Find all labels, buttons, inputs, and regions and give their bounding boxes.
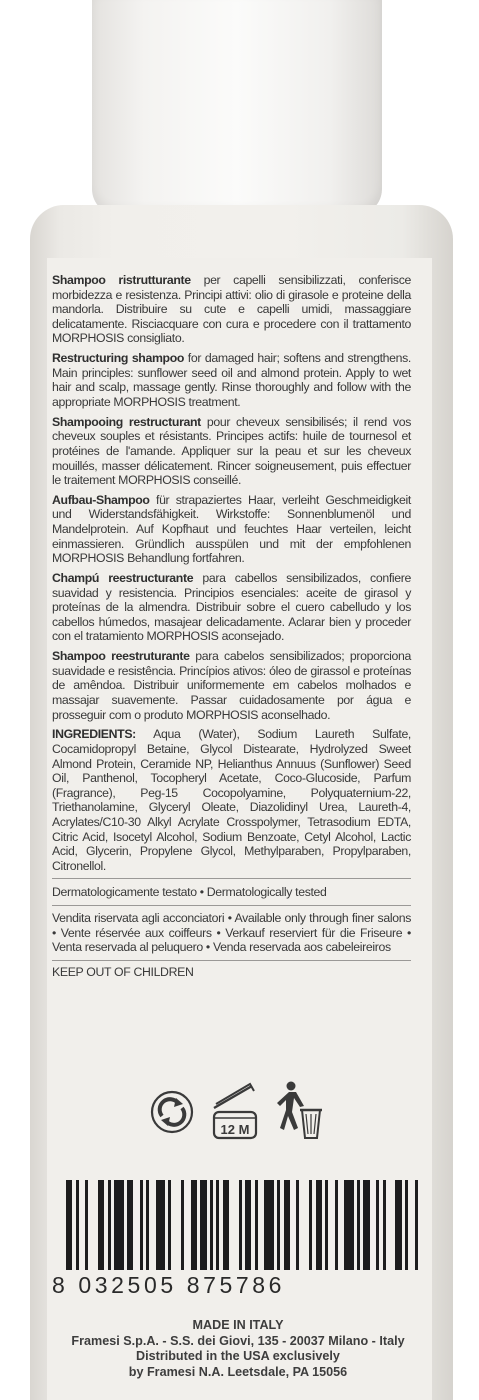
barcode-bar: [357, 1180, 360, 1270]
barcode-bar: [181, 1180, 184, 1270]
barcode-bar: [98, 1180, 104, 1270]
barcode-bar: [146, 1180, 149, 1270]
company: Framesi S.p.A. - S.S. dei Giovi, 135 - 20037 Milano - Italy: [71, 1333, 405, 1348]
barcode-bar: [335, 1180, 338, 1270]
barcode-bar: [168, 1180, 171, 1270]
section-body: para cabellos sensibilizados, confiere suavidad y resistencia. Principios esenciales: aceite de girasol y proteínas de la almendra. Distribuir sobre el cuero cabelludo y los cabellos húmedos, masajear delicadamente. Aclarar bien y proceder con el tratamiento MORPHOSIS aconsejado.: [52, 571, 411, 644]
barcode-bar: [415, 1180, 418, 1270]
ingredients: [52, 727, 411, 873]
barcode-bar: [245, 1180, 251, 1270]
barcode-bar: [223, 1180, 229, 1270]
bottle-cap: [92, 0, 382, 215]
barcode-bar: [309, 1180, 312, 1270]
divider: [52, 905, 411, 906]
barcode-bar: [156, 1180, 166, 1270]
label-text: [52, 273, 411, 980]
divider: [52, 960, 411, 961]
section-fr: [52, 415, 411, 488]
distributor: Distributed in the USA exclusively: [136, 1349, 340, 1363]
recycle-icon: [150, 1090, 194, 1134]
section-title: Shampoo reestruturante: [52, 649, 190, 664]
barcode-bar: [405, 1180, 408, 1270]
section-body: für strapaziertes Haar, verleiht Geschmeidigkeit und Widerstandsfähigkeit. Wirkstoffe: Sonnenblumenöl und Mandelprotein. Auf Kopfhaut und feuchtes Haar verteilen, leicht einmassieren. Gründlich ausspülen und mit der empfohlenen MORPHOSIS Behandlung fortfahren.: [52, 492, 411, 566]
symbol-row: [150, 1080, 330, 1160]
barcode-bar: [127, 1180, 133, 1270]
barcode-bar: [395, 1180, 401, 1270]
barcode-bar: [383, 1180, 386, 1270]
section-title: Shampoo ristrutturante: [52, 273, 191, 287]
section-es: [52, 571, 411, 644]
barcode-bar: [140, 1180, 143, 1270]
barcode-bar: [200, 1180, 206, 1270]
barcode-bar: [264, 1180, 274, 1270]
barcode-bar: [210, 1180, 213, 1270]
section-title: Restructuring shampoo: [52, 351, 185, 366]
section-body: for damaged hair; softens and strengthens. Main principles: sunflower seed oil and almond protein. Apply to wet hair and scalp, massage gently. Rinse thoroughly and follow with the appropriate MORPHOSIS treatment.: [52, 351, 411, 409]
barcode-bar: [344, 1180, 354, 1270]
barcode-bar: [216, 1180, 219, 1270]
divider: [52, 878, 411, 879]
barcode-bar: [85, 1180, 88, 1270]
barcode-digits: 8 032505 875786: [52, 1272, 286, 1298]
barcode-bar: [284, 1180, 290, 1270]
barcode-bar: [66, 1180, 72, 1270]
barcode-bar: [191, 1180, 197, 1270]
pao-label: 12 M: [220, 1122, 250, 1137]
barcode-bar: [316, 1180, 322, 1270]
warning-text: KEEP OUT OF CHILDREN: [52, 965, 194, 980]
distributor-address: by Framesi N.A. Leetsdale, PA 15056: [128, 1364, 348, 1379]
barcode-bar: [114, 1180, 124, 1270]
barcode-bar: [376, 1180, 379, 1270]
section-body: para cabelos sensibilizados; proporciona suavidade e resistência. Princípios ativos: óleo de girassol e proteínas de amêndoa. Distribuir uniformemente em cabelos molhados e massajar suavemente. Passar cuidadosamente por água e prosseguir com o produto MORPHOSIS aconselhado.: [52, 649, 411, 722]
barcode: [52, 1180, 424, 1305]
ingredients-title: INGREDIENTS:: [52, 727, 136, 742]
waste-bin-person-icon: [274, 1080, 324, 1142]
section-it: [52, 273, 411, 346]
manufacturer-info: [52, 1318, 424, 1380]
open-jar-pao-icon: [208, 1080, 262, 1142]
barcode-bar: [277, 1180, 280, 1270]
barcode-bars: [66, 1180, 421, 1270]
barcode-bar: [108, 1180, 111, 1270]
barcode-bar: [255, 1180, 258, 1270]
barcode-bar: [325, 1180, 328, 1270]
barcode-bar: [239, 1180, 242, 1270]
section-body: per capelli sensibilizzati, conferisce morbidezza e resistenza. Principi attivi: olio di girasole e proteine della mandorla. Distribuire su cute e capelli umidi, massaggiare delicatamente. Risciacquare con cura e procedere con il trattamento MORPHOSIS consigliato.: [52, 273, 411, 346]
section-title: Champú reestructurante: [52, 571, 194, 586]
section-body: pour cheveux sensibilisés; il rend vos cheveux souples et résistants. Principes actifs: huile de tournesol et protéines de l'amande. Appliquer sur la peau et sur les cheveux mouillés, masser délicatement. Rincer soigneusement, puis effectuer le traitement MORPHOSIS conseillé.: [52, 414, 411, 488]
section-title: Aufbau-Shampoo: [52, 492, 150, 507]
section-de: [52, 493, 411, 566]
ingredients-list: Aqua (Water), Sodium Laureth Sulfate, Cocamidopropyl Betaine, Glycol Distearate, Hydrolyzed Sweet Almond Protein, Ceramide NP, Helianthus Annuus (Sunflower) Seed Oil, Panthenol, Tocopheryl Acetate, Coco-Glucoside, Parfum (Fragrance), Peg-15 Cocopolyamine, Polyquaternium-22, Triethanolamine, Glyceryl Oleate, Diazolidinyl Urea, Laureth-4, Acrylates/C10-30 Alkyl Acrylate Crosspolymer, Tetrasodium EDTA, Citric Acid, Isocetyl Alcohol, Sodium Benzoate, Cetyl Alcohol, Lactic Acid, Glycerin, Propylene Glycol, Methylparaben, Propylparaben, Citronellol.: [52, 727, 411, 873]
barcode-bar: [76, 1180, 79, 1270]
barcode-bar: [363, 1180, 369, 1270]
salon-notice: Vendita riservata agli acconciatori • Available only through finer salons • Vente réservée aux coiffeurs • Verkauf reserviert für die Friseure • Venta reservada al peluquero • Venda reservada aos cabeleireiros: [52, 911, 411, 955]
barcode-bar: [296, 1180, 299, 1270]
section-en: [52, 351, 411, 409]
section-title: Shampooing restructurant: [52, 414, 201, 429]
made-in: MADE IN ITALY: [192, 1318, 284, 1332]
derm-tested: Dermatologicamente testato • Dermatologically tested: [52, 885, 327, 900]
section-pt: [52, 649, 411, 722]
